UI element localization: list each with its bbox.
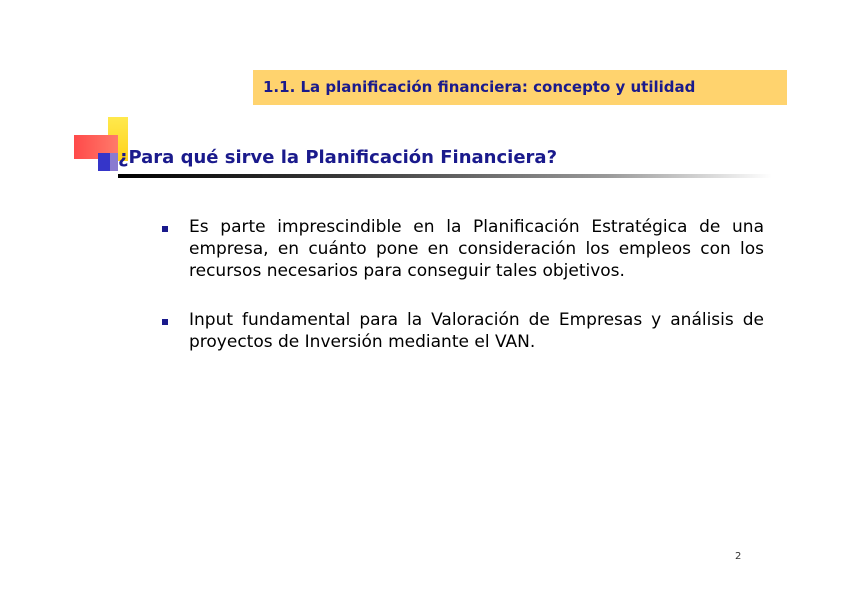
bullet-text: Es parte imprescindible en la Planificación Estratégica de una empresa, en cuánto pone en consideración los empleos con los recursos necesarios para conseguir tales objetivos.: [189, 217, 764, 281]
slide-heading: ¿Para qué sirve la Planificación Financiera?: [118, 147, 558, 168]
list-item: [160, 216, 764, 282]
section-title: 1.1. La planificación financiera: concepto y utilidad: [263, 78, 696, 96]
section-banner: [253, 70, 787, 105]
decor-purple-square: [110, 153, 118, 171]
bullet-square-icon: [162, 319, 168, 325]
bullet-list: [160, 216, 764, 380]
bullet-square-icon: [162, 226, 168, 232]
page-number: 2: [735, 551, 742, 562]
list-item: [160, 309, 764, 353]
heading-underline: [118, 174, 772, 178]
bullet-text: Input fundamental para la Valoración de Empresas y análisis de proyectos de Inversión mediante el VAN.: [189, 310, 764, 352]
